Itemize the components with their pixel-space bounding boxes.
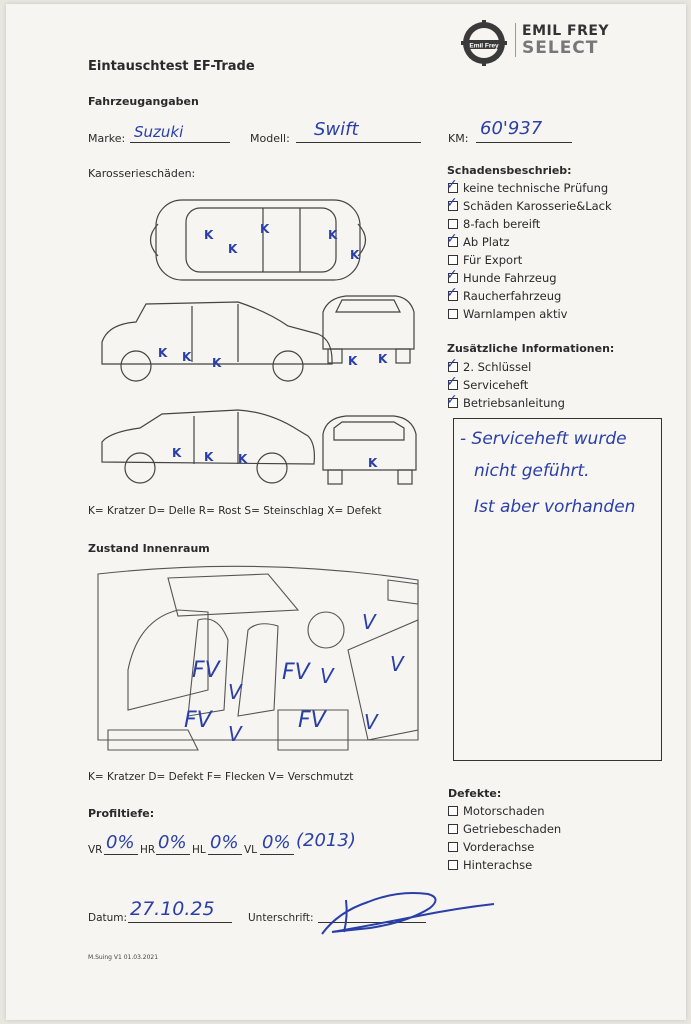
defects-title: Defekte: <box>448 787 502 800</box>
interior-mark: V <box>364 710 378 734</box>
checkbox[interactable] <box>448 309 458 319</box>
defect-checkbox-row[interactable] <box>448 802 561 820</box>
interior-mark: FV <box>282 660 310 685</box>
checkbox[interactable] <box>448 398 458 408</box>
info-checkbox-row[interactable] <box>448 358 565 376</box>
checkbox[interactable] <box>448 237 458 247</box>
checkbox[interactable] <box>448 201 458 211</box>
checkbox-label: 8-fach bereift <box>463 217 541 231</box>
emblem-text: Emil Frey <box>469 42 499 50</box>
signature-drawing <box>318 882 498 946</box>
emil-frey-logo <box>461 20 507 66</box>
model-label: Modell: <box>250 132 290 145</box>
info-checkbox-row[interactable] <box>448 376 565 394</box>
checkbox[interactable] <box>448 380 458 390</box>
checkbox[interactable] <box>448 255 458 265</box>
note-line-2: nicht geführt. <box>474 461 590 481</box>
interior-mark: V <box>228 680 242 704</box>
damage-mark-k: K <box>204 228 214 242</box>
interior-mark: V <box>362 610 376 634</box>
checkbox-label: Motorschaden <box>463 804 545 818</box>
model-value: Swift <box>314 119 359 140</box>
damage-mark-k: K <box>238 452 248 466</box>
checkbox[interactable] <box>448 806 458 816</box>
checkbox-label: Betriebsanleitung <box>463 396 565 410</box>
damage-checkbox-row[interactable] <box>448 251 612 269</box>
brand-line-1: EMIL FREY <box>522 23 610 39</box>
make-field[interactable] <box>130 123 230 143</box>
damage-mark-k: K <box>368 456 378 470</box>
hr-label: HR <box>140 844 156 856</box>
vr-label: VR <box>88 844 103 856</box>
date-field[interactable] <box>128 898 232 923</box>
damage-checkbox-row[interactable] <box>448 269 612 287</box>
damage-checkbox-row[interactable] <box>448 287 612 305</box>
form-sheet <box>6 4 686 1020</box>
interior-mark: FV <box>192 658 220 683</box>
checkbox-label: Schäden Karosserie&Lack <box>463 199 612 213</box>
damage-mark-k: K <box>182 350 192 364</box>
damage-mark-k: K <box>328 228 338 242</box>
car-damage-diagram <box>88 184 428 504</box>
checkbox-label: Vorderachse <box>463 840 535 854</box>
damage-mark-k: K <box>158 346 168 360</box>
damage-checkbox-row[interactable] <box>448 215 612 233</box>
form-title: Eintauschtest EF-Trade <box>88 59 255 74</box>
damage-mark-k: K <box>204 450 214 464</box>
damage-checkbox-row[interactable] <box>448 305 612 323</box>
damage-mark-k: K <box>350 248 360 262</box>
damage-mark-k: K <box>378 352 388 366</box>
note-line-1: - Serviceheft wurde <box>460 429 627 449</box>
body-damage-legend: K= Kratzer D= Delle R= Rost S= Steinschlag X= Defekt <box>88 505 382 517</box>
tire-year-note: (2013) <box>296 830 356 851</box>
damage-mark-k: K <box>228 242 238 256</box>
checkbox-label: Für Export <box>463 253 523 267</box>
defect-checkbox-row[interactable] <box>448 838 561 856</box>
date-label: Datum: <box>88 912 128 924</box>
checkbox-label: Getriebeschaden <box>463 822 562 836</box>
checkbox[interactable] <box>448 860 458 870</box>
body-damage-title: Karosserieschäden: <box>88 167 196 180</box>
model-field[interactable] <box>296 119 421 143</box>
vl-value: 0% <box>262 832 291 853</box>
checkbox-label: Serviceheft <box>463 378 529 392</box>
hl-field[interactable] <box>208 832 242 855</box>
hl-value: 0% <box>210 832 239 853</box>
hl-label: HL <box>192 844 206 856</box>
checkbox-label: Warnlampen aktiv <box>463 307 568 321</box>
form-version: M.Suing V1 01.03.2021 <box>88 954 159 961</box>
additional-info-title: Zusätzliche Informationen: <box>447 342 615 355</box>
checkbox[interactable] <box>448 291 458 301</box>
make-value: Suzuki <box>134 123 184 141</box>
note-line-3: Ist aber vorhanden <box>474 497 636 517</box>
make-label: Marke: <box>88 132 126 145</box>
interior-diagram <box>88 560 428 760</box>
checkbox-label: 2. Schlüssel <box>463 360 532 374</box>
interior-mark: V <box>320 664 334 688</box>
interior-legend: K= Kratzer D= Defekt F= Flecken V= Verschmutzt <box>88 771 354 783</box>
km-label: KM: <box>448 132 469 145</box>
vr-value: 0% <box>106 832 135 853</box>
vr-field[interactable] <box>104 832 138 855</box>
checkbox[interactable] <box>448 842 458 852</box>
damage-checkbox-row[interactable] <box>448 233 612 251</box>
defect-checkbox-row[interactable] <box>448 856 561 874</box>
interior-title: Zustand Innenraum <box>88 542 210 555</box>
checkbox-label: Hinterachse <box>463 858 533 872</box>
additional-info-list <box>448 358 565 412</box>
defects-list <box>448 802 561 874</box>
damage-mark-k: K <box>260 222 270 236</box>
vl-field[interactable] <box>260 832 294 855</box>
checkbox-label: Hunde Fahrzeug <box>463 271 557 285</box>
checkbox[interactable] <box>448 219 458 229</box>
brand-wordmark <box>515 23 609 57</box>
hr-field[interactable] <box>156 832 190 855</box>
damage-mark-k: K <box>212 356 222 370</box>
date-value: 27.10.25 <box>130 898 215 920</box>
damage-mark-k: K <box>172 446 182 460</box>
checkbox[interactable] <box>448 183 458 193</box>
vl-label: VL <box>244 844 258 856</box>
damage-description-list <box>448 179 612 323</box>
vehicle-section-title: Fahrzeugangaben <box>88 95 199 108</box>
tire-depth-title: Profiltiefe: <box>88 807 155 820</box>
checkbox-label: Ab Platz <box>463 235 510 249</box>
checkbox[interactable] <box>448 362 458 372</box>
damage-checkbox-row[interactable] <box>448 179 612 197</box>
km-field[interactable] <box>476 118 572 143</box>
signature-label: Unterschrift: <box>248 912 314 924</box>
interior-mark: FV <box>298 708 326 733</box>
checkbox-label: Raucherfahrzeug <box>463 289 562 303</box>
interior-mark: V <box>228 722 242 746</box>
checkbox[interactable] <box>448 273 458 283</box>
info-checkbox-row[interactable] <box>448 394 565 412</box>
damage-mark-k: K <box>348 354 358 368</box>
brand-line-2: SELECT <box>522 38 599 58</box>
checkbox-label: keine technische Prüfung <box>463 181 609 195</box>
checkbox[interactable] <box>448 824 458 834</box>
km-value: 60'937 <box>480 118 543 139</box>
interior-mark: V <box>390 652 404 676</box>
damage-description-title: Schadensbeschrieb: <box>447 164 572 177</box>
notes-box[interactable] <box>453 418 662 761</box>
interior-mark: FV <box>184 708 212 733</box>
defect-checkbox-row[interactable] <box>448 820 561 838</box>
damage-checkbox-row[interactable] <box>448 197 612 215</box>
hr-value: 0% <box>158 832 187 853</box>
